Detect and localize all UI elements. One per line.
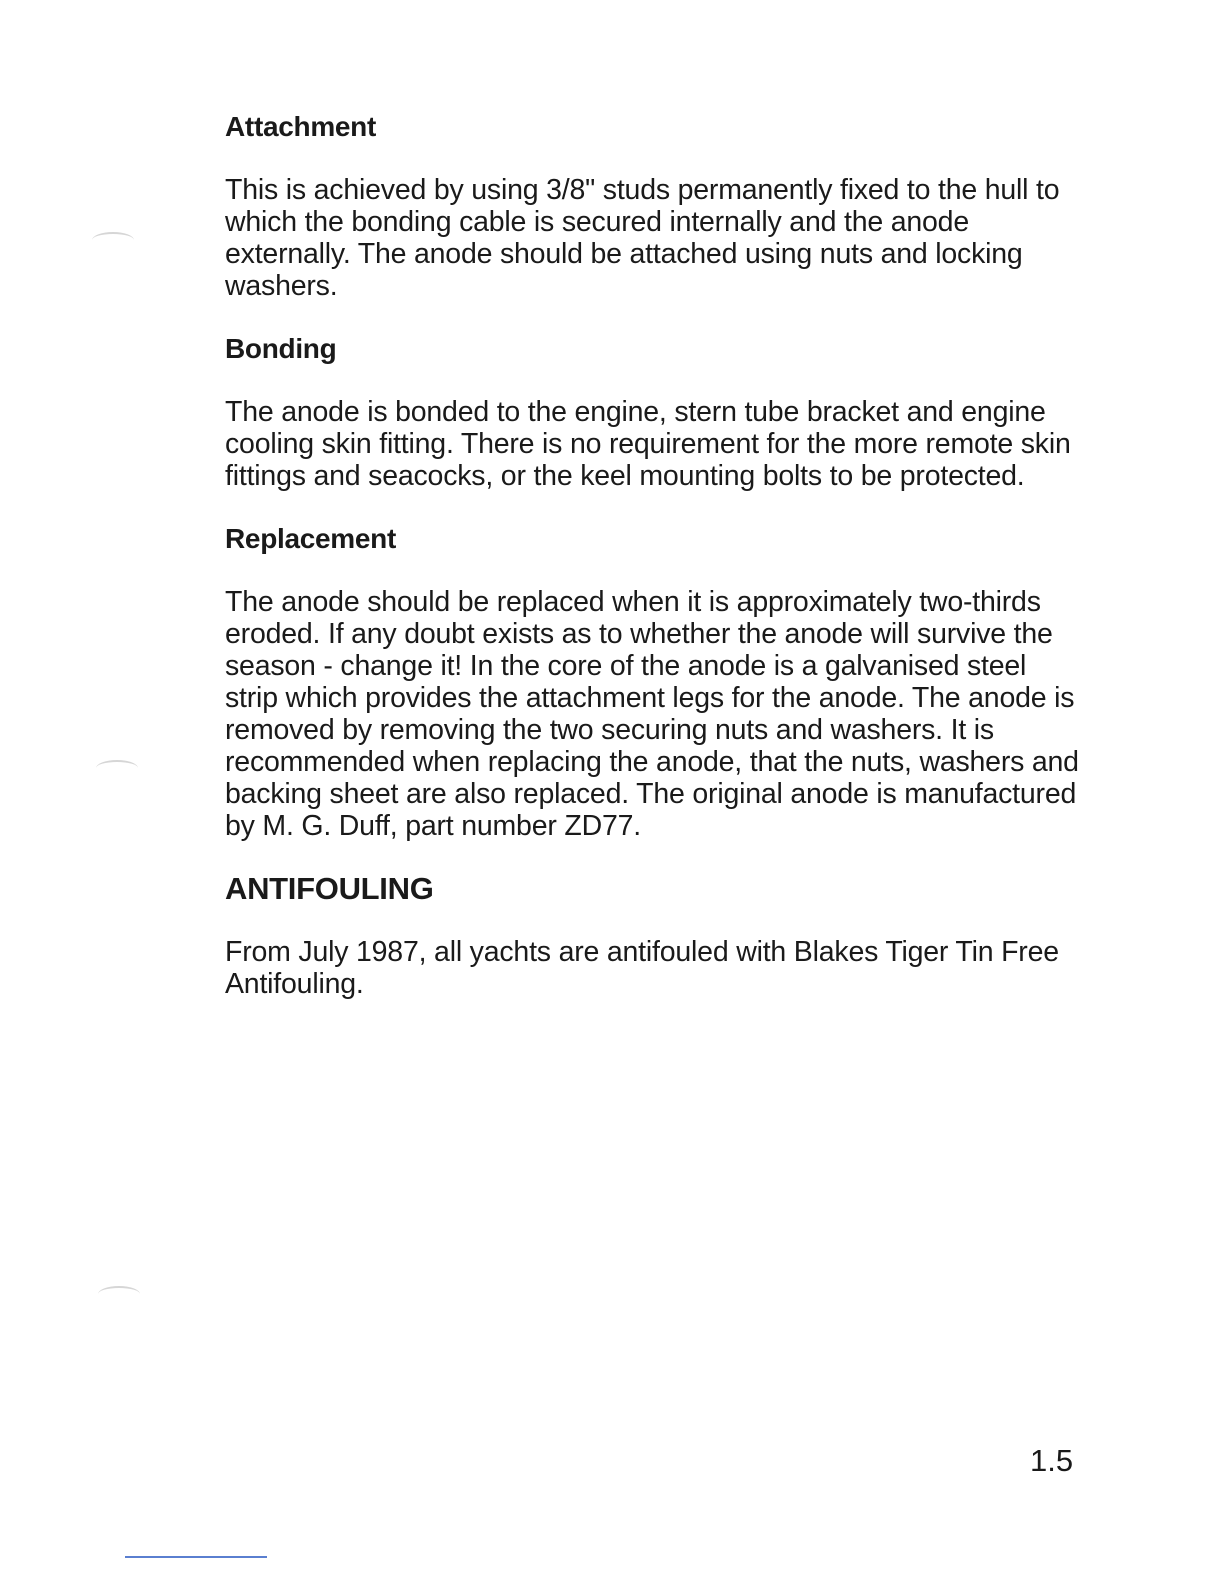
punch-hole-mark-top [92,232,134,248]
punch-hole-mark-middle [96,760,138,776]
heading-attachment: Attachment [225,111,377,142]
document-content [225,110,1085,1030]
page-number: 1.5 [1030,1443,1074,1478]
paragraph-bonding: The anode is bonded to the engine, stern tube bracket and engine cooling skin fitting. There is no requirement for the more remote skin fittings and seacocks, or the keel mounting bolts to be protected. [225,396,1071,492]
heading-replacement: Replacement [225,523,396,554]
heading-bonding: Bonding [225,333,337,364]
punch-hole-mark-bottom [98,1286,140,1302]
paragraph-replacement: The anode should be replaced when it is approximately two-thirds eroded. If any doubt exists as to whether the anode will survive the season - change it! In the core of the anode is a galvanised steel strip which provides the attachment legs for the anode. The anode is removed by removing the two securing nuts and washers. It is recommended when replacing the anode, that the nuts, washers and backing sheet are also replaced. The original anode is manufactured by M. G. Duff, part number ZD77. [225,586,1079,842]
bottom-rule-line [125,1556,267,1558]
heading-antifouling: ANTIFOULING [225,871,434,906]
paragraph-antifouling: From July 1987, all yachts are antifouled with Blakes Tiger Tin Free Antifouling. [225,936,1059,1000]
paragraph-attachment: This is achieved by using 3/8" studs permanently fixed to the hull to which the bonding cable is secured internally and the anode externally. The anode should be attached using nuts and locking washers. [225,174,1060,302]
